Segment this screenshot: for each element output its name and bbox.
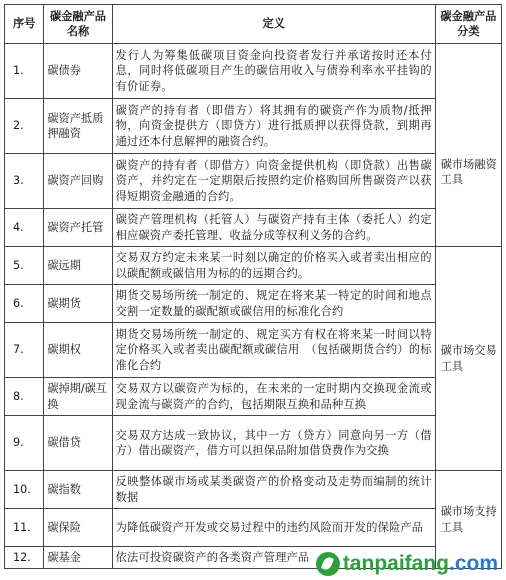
header-num: 序号	[5, 5, 44, 44]
category-support: 碳市场支持工具	[435, 471, 501, 569]
row-definition: 交易双方达成一致协议，其中一方（贷方）同意向另一方（借方）借出碳资产，借方可以担保品附加借贷费作为交换	[112, 416, 435, 471]
row-definition: 交易双方约定未来某一时刻以确定的价格买入或者卖出相应的以碳配额或碳信用为标的的远期合约。	[112, 247, 435, 285]
category-empty	[435, 44, 501, 99]
row-num: 10.	[5, 471, 44, 509]
watermark-text-main: tanpaifang	[342, 552, 449, 575]
row-name: 碳借贷	[44, 416, 112, 471]
row-name: 碳资产托管	[44, 209, 112, 247]
table-row	[5, 471, 502, 509]
table-row	[5, 154, 502, 209]
carbon-finance-product-table	[4, 4, 502, 569]
row-definition: 反映整体碳市场或某类碳资产的价格变动及走势而编制的统计数据	[112, 471, 435, 509]
row-name: 碳期权	[44, 323, 112, 378]
row-definition: 碳资产的持有者（即借方）向资金提供机构（即贷款）出售碳资产，并约定在一定期限后按照约定价格购回所售碳资产以获得短期资金融通的合约。	[112, 154, 435, 209]
leaf-logo-icon	[316, 552, 340, 576]
table-row	[5, 285, 502, 323]
row-name: 碳期货	[44, 285, 112, 323]
row-definition: 碳资产管理机构（托管人）与碳资产持有主体（委托人）约定相应碳资产委托管理、收益分成等权利义务的合约。	[112, 209, 435, 247]
table-row	[5, 509, 502, 547]
table-header-row	[5, 5, 502, 44]
watermark-text-domain: .com	[448, 552, 498, 575]
row-num: 12.	[5, 547, 44, 569]
category-trading: 碳市场交易工具	[435, 247, 501, 471]
row-definition: 碳资产的持有者（即借方）将其拥有的碳资产作为质物/抵押物，向资金提供方（即贷方）进行抵质押以获得贷款，到期再通过还本付息解押的融资合约。	[112, 99, 435, 154]
row-definition: 发行人为筹集低碳项目资金向投资者发行并承诺按时还本付息，同时将低碳项目产生的碳信用收入与债券利率水平挂钩的有价证券。	[112, 44, 435, 99]
row-definition: 依法可投资碳资产的各类资产管理产品	[112, 547, 435, 569]
row-name: 碳指数	[44, 471, 112, 509]
header-definition: 定义	[112, 5, 435, 44]
header-category: 碳金融产品分类	[435, 5, 501, 44]
table-row	[5, 416, 502, 471]
row-num: 6.	[5, 285, 44, 323]
row-definition: 为降低碳资产开发或交易过程中的违约风险而开发的保险产品	[112, 509, 435, 547]
row-num: 9.	[5, 416, 44, 471]
row-num: 4.	[5, 209, 44, 247]
row-name: 碳保险	[44, 509, 112, 547]
row-num: 8.	[5, 378, 44, 416]
row-name: 碳掉期/碳互换	[44, 378, 112, 416]
row-num: 11.	[5, 509, 44, 547]
table-row	[5, 378, 502, 416]
category-financing: 碳市场融资工具	[435, 99, 501, 247]
row-definition: 期货交易场所统一制定的、规定在将来某一特定的时间和地点交割一定数量的碳配额或碳信用的标准化合约	[112, 285, 435, 323]
row-name: 碳远期	[44, 247, 112, 285]
row-name: 碳资产回购	[44, 154, 112, 209]
table-row	[5, 44, 502, 99]
site-watermark	[316, 552, 498, 576]
table-row	[5, 247, 502, 285]
table-row	[5, 209, 502, 247]
row-num: 5.	[5, 247, 44, 285]
row-num: 2.	[5, 99, 44, 154]
row-definition: 交易双方以碳资产为标的，在未来的一定时期内交换现金流或现金流与碳资产的合约，包括期限互换和品种互换	[112, 378, 435, 416]
row-num: 1.	[5, 44, 44, 99]
table-row	[5, 99, 502, 154]
row-definition: 期货交易场所统一制定的、规定买方有权在将来某一时间以特定价格买入或者卖出碳配额或碳信用 （包括碳期货合约）的标准化合约	[112, 323, 435, 378]
row-name: 碳基金	[44, 547, 112, 569]
row-num: 7.	[5, 323, 44, 378]
row-name: 碳资产抵质押融资	[44, 99, 112, 154]
table-row	[5, 323, 502, 378]
row-name: 碳债券	[44, 44, 112, 99]
row-num: 3.	[5, 154, 44, 209]
header-name: 碳金融产品名称	[44, 5, 112, 44]
